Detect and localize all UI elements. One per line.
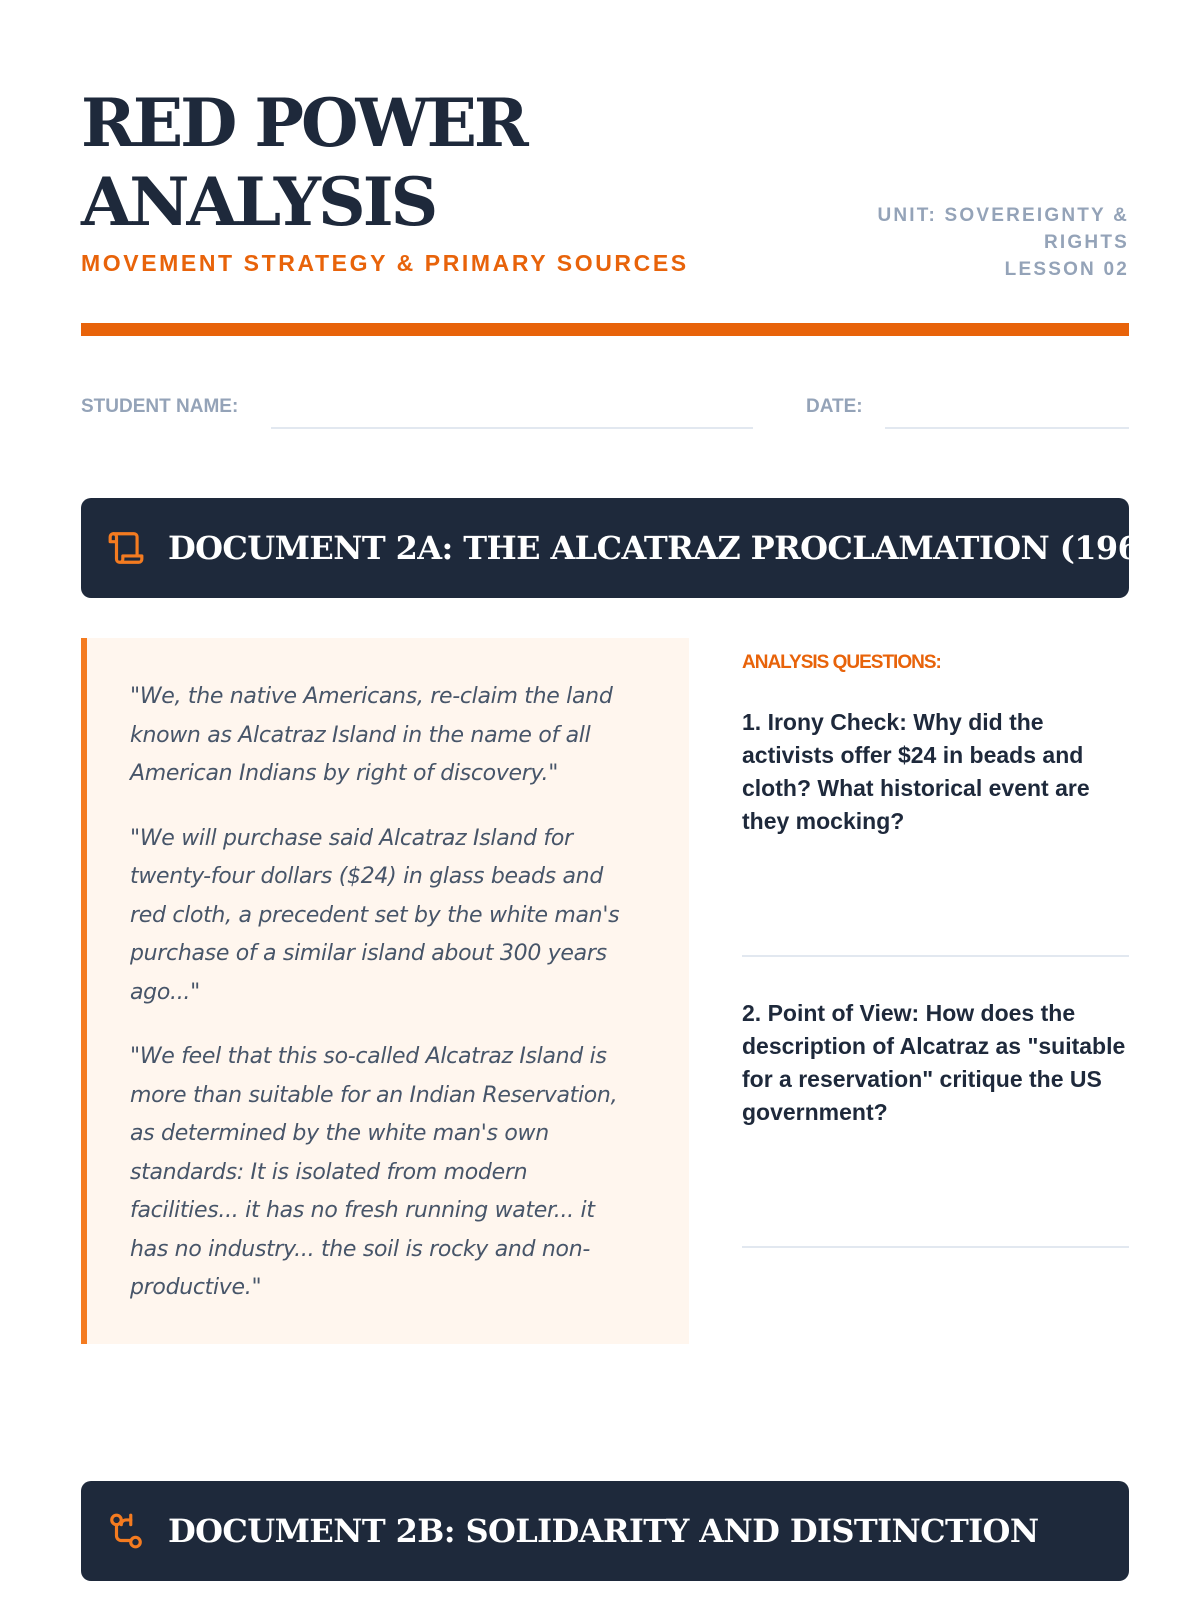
page-subtitle: MOVEMENT STRATEGY & PRIMARY SOURCES [81, 250, 689, 276]
unit-line-1: UNIT: SOVEREIGNTY & [877, 205, 1129, 226]
page-title [81, 84, 526, 242]
quote-3: "We feel that this so-called Alcatraz Island is more than suitable for an Indian Reservation, as determined by the white man's own standards: It is isolated from modern facilities... it has no fresh running water... it has no industry... the soil is rocky and non-productive." [130, 1044, 618, 1300]
question-2: 2. Point of View: How does the description of Alcatraz as "suitable for a reservation" critique the US government? [742, 1000, 1126, 1125]
route-icon [107, 1512, 145, 1550]
date-label: DATE: [806, 396, 863, 417]
question-1: 1. Irony Check: Why did the activists offer $24 in beads and cloth? What historical event are they mocking? [742, 709, 1090, 834]
unit-line-2: RIGHTS [1044, 232, 1129, 253]
student-info-row [81, 396, 1129, 430]
quote-2: "We will purchase said Alcatraz Island for twenty-four dollars ($24) in glass beads and red cloth, a precedent set by the white man's purchase of a similar island about 300 years ago..." [130, 825, 620, 1005]
student-name-field[interactable] [271, 427, 753, 429]
document-2b-header [81, 1481, 1129, 1581]
lesson-label: LESSON 02 [1004, 259, 1129, 280]
answer-line-1[interactable] [742, 955, 1129, 957]
analysis-questions-label: ANALYSIS QUESTIONS: [742, 652, 941, 673]
document-2a-header [81, 498, 1176, 598]
worksheet-page [81, 0, 1176, 1600]
document-2a-title: DOCUMENT 2A: THE ALCATRAZ PROCLAMATION (1969) [168, 529, 1176, 567]
primary-source-quote-box [81, 638, 689, 1344]
student-name-label: STUDENT NAME: [81, 396, 239, 417]
scroll-icon [107, 529, 145, 567]
quote-1: "We, the native Americans, re-claim the land known as Alcatraz Island in the name of all American Indians by right of discovery." [130, 684, 613, 786]
analysis-questions [742, 652, 1129, 1125]
unit-info [877, 202, 1129, 283]
document-2b-title: DOCUMENT 2B: SOLIDARITY AND DISTINCTION [168, 1512, 1039, 1550]
worksheet-header [81, 84, 1129, 284]
title-line-2: ANALYSIS [81, 163, 436, 241]
date-field[interactable] [885, 427, 1129, 429]
title-line-1: RED POWER [81, 84, 526, 162]
header-divider [81, 323, 1129, 336]
answer-line-2[interactable] [742, 1246, 1129, 1248]
